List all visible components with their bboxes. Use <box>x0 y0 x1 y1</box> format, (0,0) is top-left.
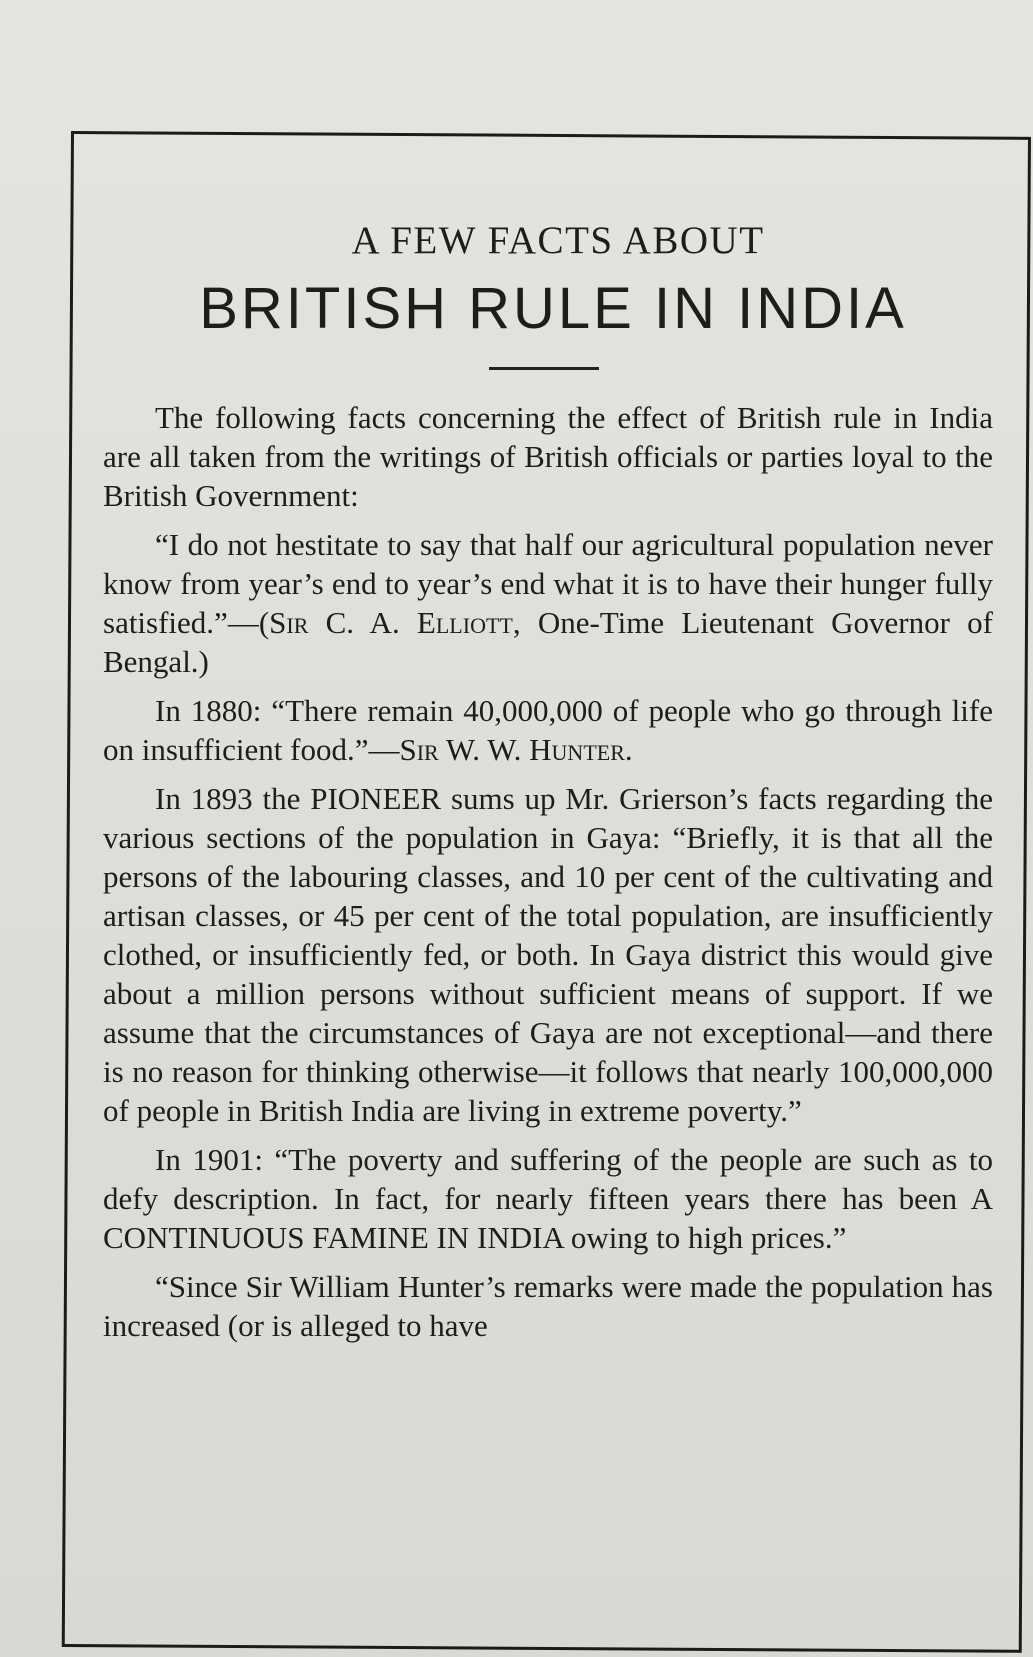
document-body <box>103 220 993 1355</box>
since-hunter-paragraph: “Since Sir William Hunter’s remarks were made the population has increased (or is alleged to have <box>103 1268 993 1343</box>
famine-paragraph: In 1901: “The poverty and suffering of the people are such as to defy description. In fact, for nearly fifteen years there has been A CONTINUOUS FAMINE IN INDIA owing to high prices.” <box>103 1141 993 1255</box>
elliott-tail: , One-Time Lieutenant Governor of Bengal.) <box>103 604 993 679</box>
elliott-quote: “I do not hestitate to say that half our agricultural population never know from year’s end to year’s end what it is to have their hunger fully satisfied.”—( <box>103 526 993 640</box>
header-kicker: A FEW FACTS ABOUT <box>351 219 765 262</box>
hunter-attribution: Sir W. W. Hunter. <box>399 731 633 767</box>
hunter-quote: In 1880: “There remain 40,000,000 of people who go through life on insufficient food.”— <box>103 692 993 767</box>
title-divider <box>489 367 599 370</box>
pioneer-paragraph: In 1893 the PIONEER sums up Mr. Grierson’s facts regarding the various sections of the population in Gaya: “Briefly, it is that all the persons of the labouring classes, and 10 per cent of the cultivating and artisan classes, or 45 per cent of the total population, are insufficiently clothed, or insufficiently fed, or both. In Gaya district this would give about a million persons without sufficient means of support. If we assume that the circumstances of Gaya are not exceptional—and there is no reason for thinking otherwise—it follows that nearly 100,000,000 of people in British India are living in extreme poverty.” <box>103 780 993 1128</box>
hunter-paragraph <box>103 691 993 769</box>
page-title: BRITISH RULE IN INDIA <box>199 275 907 341</box>
intro-paragraph: The following facts concerning the effect of British rule in India are all taken from the writings of British officials or parties loyal to the British Government: <box>103 399 993 513</box>
elliott-attribution: Sir C. A. Elliott <box>269 604 513 640</box>
elliott-paragraph <box>103 525 993 681</box>
